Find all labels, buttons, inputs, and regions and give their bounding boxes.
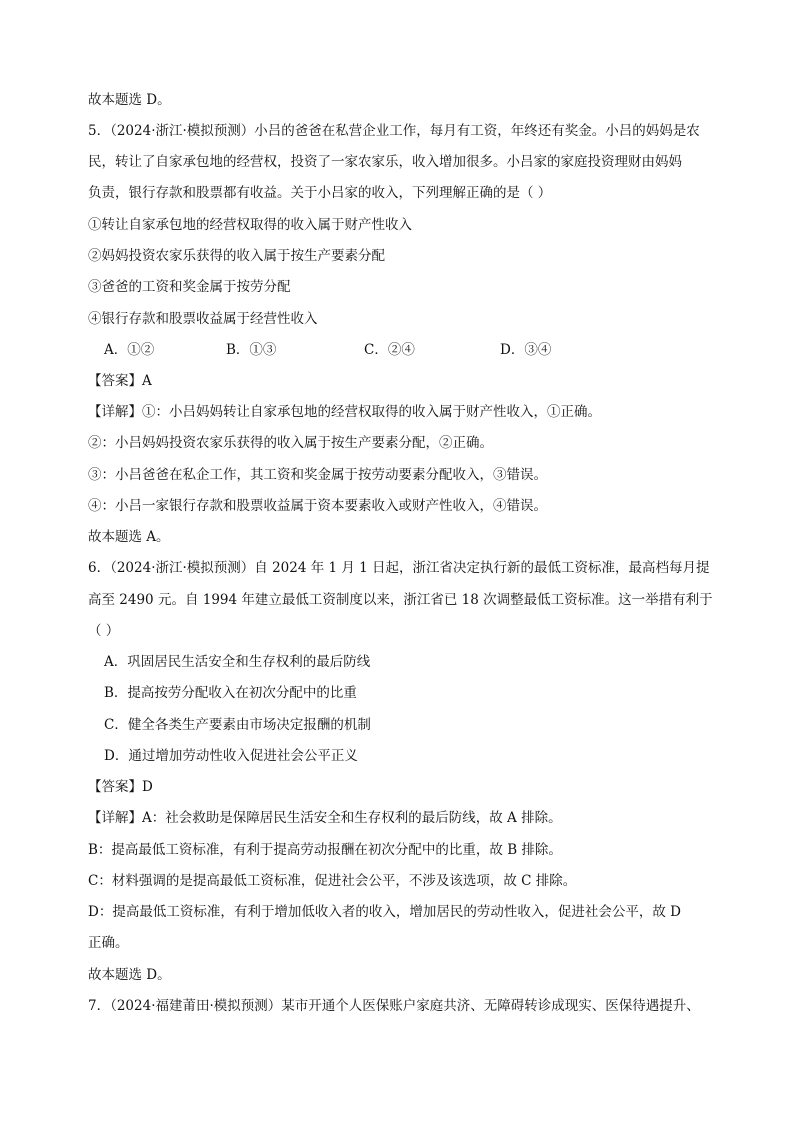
q6-option-a: A．巩固居民生活安全和生存权利的最后防线 (104, 654, 371, 670)
q6-analysis-line-2: B：提高最低工资标准，有利于提高劳动报酬在初次分配中的比重，故 B 排除。 (88, 842, 562, 858)
q6-analysis-line-5: 正确。 (88, 935, 129, 951)
q7-stem-line-1: 7．（2024·福建莆田·模拟预测）某市开通个人医保账户家庭共济、无障碍转诊成现实、医保待遇提升、 (88, 998, 700, 1014)
q5-analysis-line-1: 【详解】①：小吕妈妈转让自家承包地的经营权取得的收入属于财产性收入，①正确。 (88, 404, 601, 420)
q4-conclusion: 故本题选 D。 (88, 92, 171, 108)
q6-stem-line-2: 高至 2490 元。自 1994 年建立最低工资制度以来，浙江省已 18 次调整最低工资标准。这一举措有利于 (88, 592, 713, 608)
q5-analysis-line-2: ②：小吕妈妈投资农家乐获得的收入属于按生产要素分配，②正确。 (88, 435, 493, 451)
q5-stem-line-2: 民，转让了自家承包地的经营权，投资了一家农家乐，收入增加很多。小吕家的家庭投资理财由妈妈 (88, 154, 682, 170)
q6-answer: 【答案】D (88, 779, 153, 795)
q5-statement-3: ③爸爸的工资和奖金属于按劳分配 (88, 279, 291, 295)
q5-answer: 【答案】A (88, 373, 152, 389)
q5-stem-line-1: 5．（2024·浙江·模拟预测）小吕的爸爸在私营企业工作，每月有工资，年终还有奖金。小吕的妈妈是农 (88, 123, 700, 139)
q6-conclusion: 故本题选 D。 (88, 967, 171, 983)
q5-statement-2: ②妈妈投资农家乐获得的收入属于按生产要素分配 (88, 248, 385, 264)
q5-statement-1: ①转让自家承包地的经营权取得的收入属于财产性收入 (88, 217, 412, 233)
q5-conclusion: 故本题选 A。 (88, 529, 170, 545)
q5-analysis-line-4: ④：小吕一家银行存款和股票收益属于资本要素收入或财产性收入，④错误。 (88, 498, 547, 514)
q6-stem-line-1: 6．（2024·浙江·模拟预测）自 2024 年 1 月 1 日起，浙江省决定执行新的最低工资标准，最高档每月提 (88, 560, 710, 576)
q5-stem-line-3: 负责，银行存款和股票都有收益。关于小吕家的收入，下列理解正确的是（ ） (88, 185, 552, 201)
q6-stem-line-3: （ ） (88, 623, 120, 639)
q5-statement-4: ④银行存款和股票收益属于经营性收入 (88, 311, 318, 327)
q6-option-c: C．健全各类生产要素由市场决定报酬的机制 (104, 717, 371, 733)
q6-analysis-line-4: D：提高最低工资标准，有利于增加低收入者的收入，增加居民的劳动性收入，促进社会公平，故 D (88, 904, 681, 920)
q5-choice-c: C．②④ (364, 342, 415, 358)
q6-option-b: B．提高按劳分配收入在初次分配中的比重 (104, 685, 357, 701)
q5-choice-d: D．③④ (500, 342, 552, 358)
q5-choice-a: A．①② (104, 342, 155, 358)
q6-option-d: D．通过增加劳动性收入促进社会公平正义 (104, 748, 358, 764)
q5-choice-b: B．①③ (226, 342, 277, 358)
q6-analysis-line-3: C：材料强调的是提高最低工资标准，促进社会公平，不涉及该选项，故 C 排除。 (88, 873, 577, 889)
q6-analysis-line-1: 【详解】A：社会救助是保障居民生活安全和生存权利的最后防线，故 A 排除。 (88, 810, 562, 826)
q5-analysis-line-3: ③：小吕爸爸在私企工作，其工资和奖金属于按劳动要素分配收入，③错误。 (88, 467, 547, 483)
